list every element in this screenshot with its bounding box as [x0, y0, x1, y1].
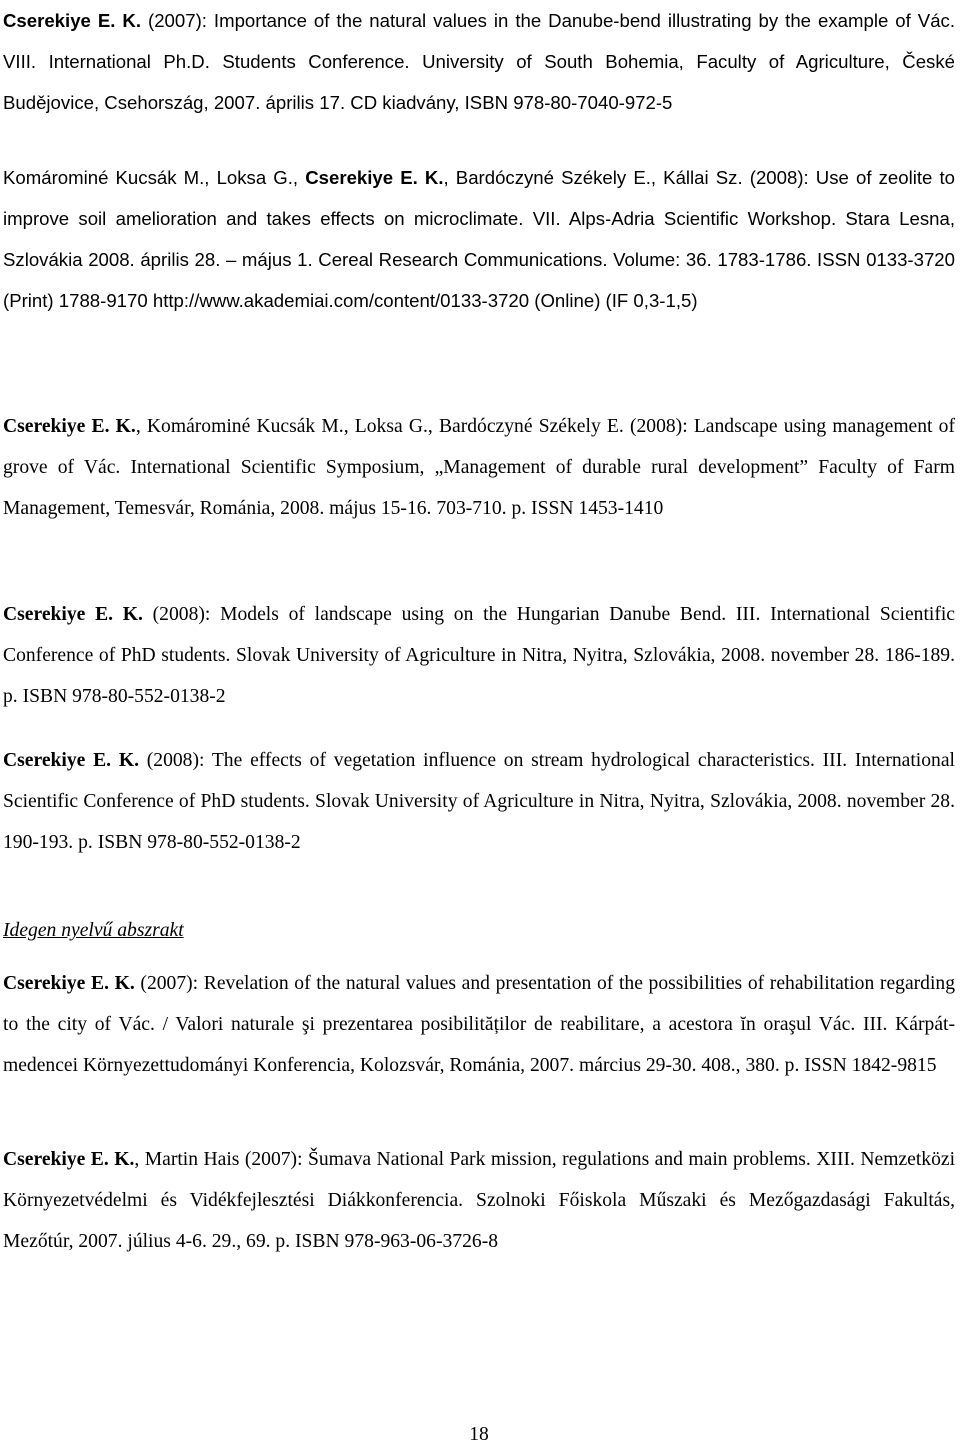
entry-author: Cserekiye E. K.: [3, 416, 136, 437]
entry-text: (2007): Importance of the natural values in the Danube-bend illustrating by the example of Vác. VIII. International Ph.D. Students Conference. University of South Bohemia, Faculty of Agriculture, České Budějovice, Csehország, 2007. április 17. CD kiadvány, ISBN 978-80-7040-972-5: [3, 10, 955, 113]
entry-coauthors: Komárominé Kucsák M., Loksa G.,: [3, 167, 306, 188]
entry-text: , Martin Hais (2007): Šumava National Park mission, regulations and main problems. XIII. Nemzetközi Környezetvédelmi és Vidékfejlesztési Diákkonferencia. Szolnoki Főiskola Műszaki és Mezőgazdasági Fakultás, Mezőtúr, 2007. július 4-6. 29., 69. p. ISBN 978-963-06-3726-8: [3, 1149, 956, 1252]
abstract-entry-2: [3, 1139, 955, 1262]
page-number: 18: [469, 1424, 489, 1445]
publication-entry-5: [3, 740, 955, 863]
entry-text: (2008): Models of landscape using on the Hungarian Danube Bend. III. International Scientific Conference of PhD students. Slovak University of Agriculture in Nitra, Nyitra, Szlovákia, 2008. november 28. 186-189. p. ISBN 978-80-552-0138-2: [3, 604, 955, 707]
publication-entry-1: [3, 0, 955, 123]
entry-author: Cserekiye E. K.: [3, 750, 139, 771]
entry-author: Cserekiye E. K.: [3, 973, 135, 994]
entry-text: , Bardóczyné Székely E., Kállai Sz. (2008): Use of zeolite to improve soil amelioration and takes effects on microclimate. VII. Alps-Adria Scientific Workshop. Stara Lesna, Szlovákia 2008. április 28. – május 1. Cereal Research Communications. Volume: 36. 1783-1786. ISSN 0133-3720 (Print) 1788-9170 http://www.akademiai.com/content/0133-3720 (Online) (IF 0,3-1,5): [3, 167, 955, 311]
publication-entry-3: [3, 406, 955, 529]
entry-author: Cserekiye E. K.: [3, 1149, 135, 1170]
entry-author: Cserekiye E. K.: [3, 604, 143, 625]
entry-author: Cserekiye E. K.: [305, 167, 444, 188]
entry-text: (2008): The effects of vegetation influence on stream hydrological characteristics. III. International Scientific Conference of PhD students. Slovak University of Agriculture in Nitra, Nyitra, Szlovákia, 2008. november 28. 190-193. p. ISBN 978-80-552-0138-2: [3, 750, 955, 853]
publication-entry-2: [3, 157, 955, 321]
entry-author: Cserekiye E. K.: [3, 10, 142, 31]
entry-text: , Komárominé Kucsák M., Loksa G., Bardóczyné Székely E. (2008): Landscape using management of grove of Vác. International Scientific Symposium, „Management of durable rural development” Faculty of Farm Management, Temesvár, Románia, 2008. május 15-16. 703-710. p. ISSN 1453-1410: [3, 416, 955, 519]
abstract-entry-1: [3, 963, 955, 1086]
section-title: Idegen nyelvű abszrakt: [3, 920, 184, 941]
publication-entry-4: [3, 594, 955, 717]
entry-text: (2007): Revelation of the natural values and presentation of the possibilities of rehabilitation regarding to the city of Vác. / Valori naturale şi prezentarea posibilităților de reabilitare, a acestora ĭn oraşul Vác. III. Kárpát-medencei Környezettudományi Konferencia, Kolozsvár, Románia, 2007. március 29-30. 408., 380. p. ISSN 1842-9815: [3, 973, 955, 1076]
